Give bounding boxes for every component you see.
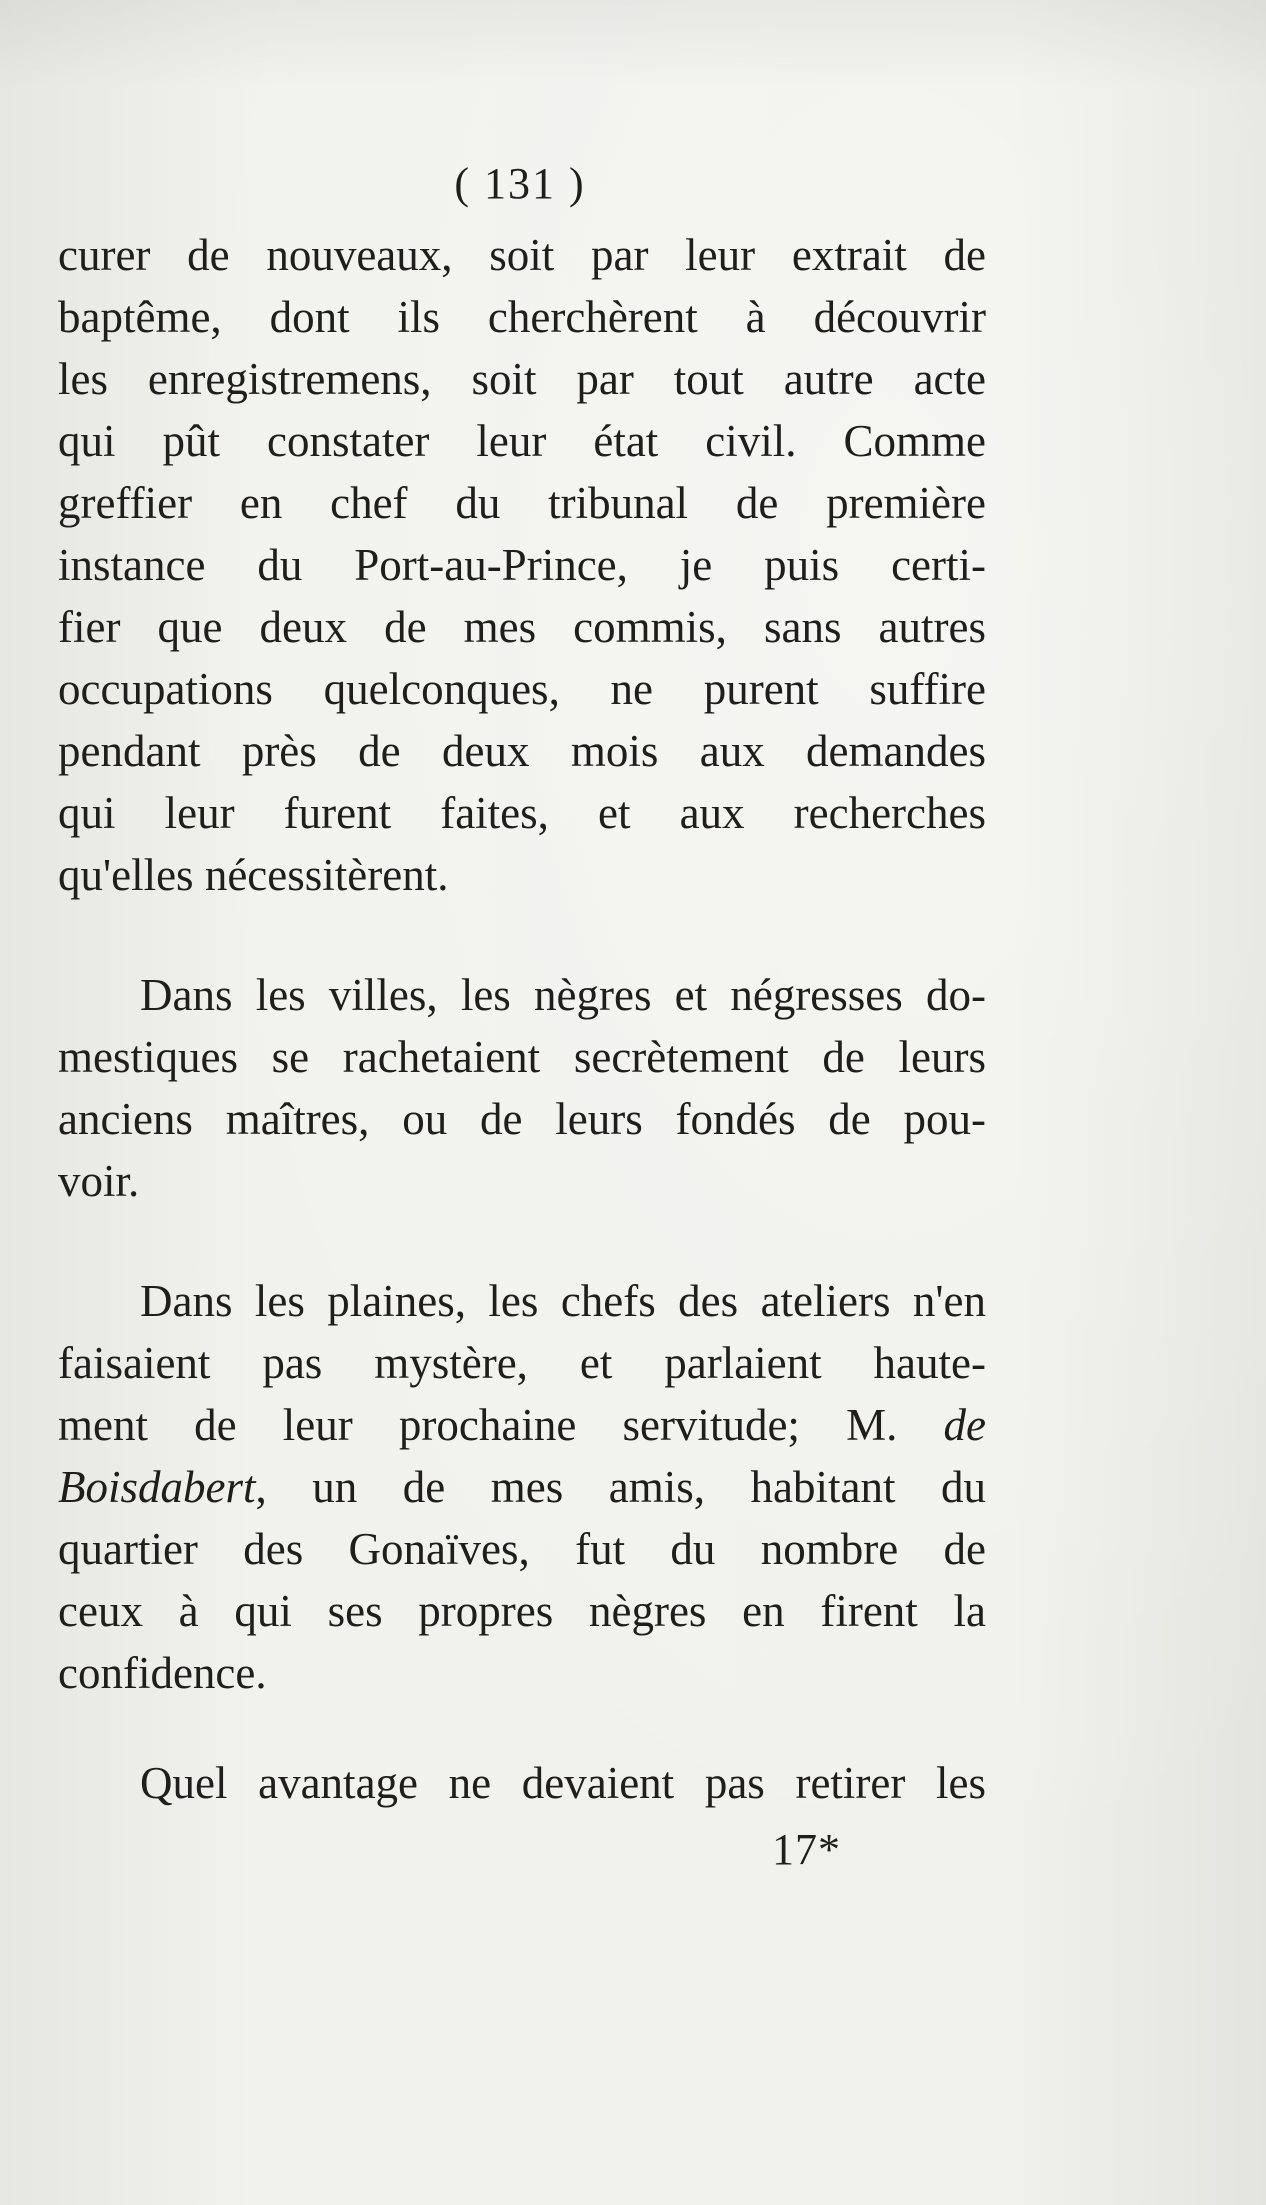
paragraph-4 — [58, 1752, 986, 1814]
text-line: qu'elles nécessitèrent. — [58, 850, 449, 900]
text-line: qui leur furent faites, et aux recherches — [58, 788, 986, 838]
text-line: confidence. — [58, 1648, 267, 1698]
text-line: Dans les villes, les nègres et négresses do- — [140, 970, 986, 1020]
text-line: ceux à qui ses propres nègres en firent la — [58, 1586, 986, 1636]
text-line: greffier en chef du tribunal de première — [58, 478, 986, 528]
text-line: les enregistremens, soit par tout autre acte — [58, 354, 986, 404]
text-line: mestiques se rachetaient secrètement de leurs — [58, 1032, 986, 1082]
text-line — [58, 1456, 986, 1518]
text-line: Dans les plaines, les chefs des ateliers n'en — [140, 1276, 986, 1326]
page-shading — [0, 0, 1266, 90]
text-fragment: ment de leur prochaine servitude; M. — [58, 1400, 944, 1450]
text-line: pendant près de deux mois aux demandes — [58, 726, 986, 776]
paragraph-1 — [58, 224, 986, 906]
text-line: quartier des Gonaïves, fut du nombre de — [58, 1524, 986, 1574]
text-line — [58, 1394, 986, 1456]
text-line: qui pût constater leur état civil. Comme — [58, 416, 986, 466]
text-line: fier que deux de mes commis, sans autres — [58, 602, 986, 652]
text-line: voir. — [58, 1156, 140, 1206]
text-line: baptême, dont ils cherchèrent à découvrir — [58, 292, 986, 342]
text-line: faisaient pas mystère, et parlaient haute- — [58, 1338, 986, 1388]
text-line: curer de nouveaux, soit par leur extrait de — [58, 230, 986, 280]
italic-particle: de — [943, 1400, 986, 1450]
text-line: Quel avantage ne devaient pas retirer les — [140, 1758, 986, 1808]
paragraph-3 — [58, 1270, 986, 1704]
text-fragment: , un de mes amis, habitant du — [255, 1462, 986, 1512]
signature-mark: 17* — [772, 1825, 841, 1874]
italic-name: Boisdabert — [58, 1462, 256, 1512]
text-line: anciens maîtres, ou de leurs fondés de pou- — [58, 1094, 986, 1144]
text-line: instance du Port-au-Prince, je puis certi- — [58, 540, 986, 590]
text-line: occupations quelconques, ne purent suffire — [58, 664, 986, 714]
paragraph-2 — [58, 964, 986, 1212]
page-number: ( 131 ) — [454, 159, 586, 208]
